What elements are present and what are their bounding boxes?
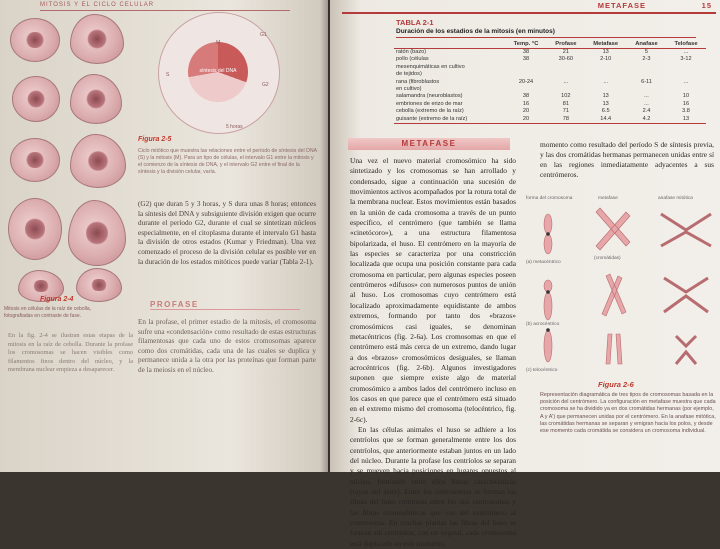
table-cell: ... <box>603 78 609 85</box>
metafase-body-column <box>350 156 516 549</box>
table-cell: 4.2 <box>627 116 666 124</box>
table-column-header: Temp. °C <box>505 40 547 49</box>
table-cell <box>547 64 584 71</box>
table-cell <box>627 64 666 71</box>
figure-2-5-caption: Ciclo mitótico que muestra las relaciones entre el período de síntesis del DNA (S) y la mitosis (M). Para un tipo de células, el intervalo G1 entre la mitosis y el comienzo de la síntesis de DNA, y el intervalo G2 entre el final de la síntesis y la división celular, varía. <box>138 148 317 175</box>
diagram-row-label-a: (a) metacéntrico <box>526 260 561 265</box>
table-cell <box>666 86 706 93</box>
chromosome-drawings <box>526 196 716 378</box>
anaphase-b <box>664 278 708 312</box>
mitosis-duration-table <box>394 40 706 124</box>
running-head: MITOSIS Y EL CICLO CELULAR <box>40 0 290 11</box>
cycle-label-g1: G1 <box>260 32 267 38</box>
table-cell: 81 <box>562 100 569 107</box>
anaphase-c <box>676 336 696 364</box>
cell-image <box>10 18 60 62</box>
table-cell: 16 <box>522 100 530 107</box>
table-cell: 10 <box>682 93 690 100</box>
table-row <box>394 71 706 78</box>
table-cell: 2-10 <box>600 56 612 63</box>
table-cell: ... <box>644 100 649 107</box>
figure-2-5-label: Figura 2-5 <box>138 136 172 143</box>
cell-cycle-diagram <box>136 12 286 140</box>
table-cell: 6-11 <box>641 78 652 85</box>
cell-image <box>70 134 126 188</box>
table-cell: 20-24 <box>518 78 534 85</box>
table-cell <box>505 86 547 93</box>
running-header <box>342 0 716 14</box>
table-cell: ... <box>563 78 569 85</box>
table-row-label: cebolla (extremo de la raíz) <box>396 108 464 115</box>
metafase-paragraph-2: En las células animales el huso se adhiere a los centríolos que se forman generalmente entre los dos centríolos, que anteriormente estaban juntos en un lado del núcleo. Durante la profase los centríolos se separan y se mueven hacia posiciones en lugares opuestos al núcleo, formando entre ellos líneas características (rayos del áster). Entre los centrosomas se forman las fibras del huso continuas entre los dos centrosomas y las fibras cromosómicas que van del centrómero al centrosoma. En muchas plantas las fibras del huso se forman sin centríolos; con un vegetal, cada cromosoma está duplicado en este momento. <box>350 424 516 548</box>
cycle-label-inner: síntesis del DNA <box>199 68 237 74</box>
table-row-label: ratón (bazo) <box>396 49 427 55</box>
table-cell: 78 <box>547 116 584 124</box>
cell-image <box>76 268 122 302</box>
table-cell <box>547 71 584 78</box>
table-cell: 38 <box>522 49 530 55</box>
section-heading-profase: PROFASE <box>150 300 300 310</box>
table-row-label: rana (fibroblastos <box>396 78 440 85</box>
table-cell <box>505 71 547 78</box>
cell-image <box>70 14 124 64</box>
table-cell <box>627 71 666 78</box>
chromosome-metacentric <box>544 214 552 234</box>
table-column-header: Profase <box>547 40 584 49</box>
table-cell: ... <box>683 78 689 85</box>
table-row-label: de tejidos) <box>396 71 422 78</box>
table-row-label: embriones de erizo de mar <box>396 100 463 107</box>
table-cell: 38 <box>522 56 530 63</box>
table-cell: 2.4 <box>642 108 651 115</box>
table-row-label: mesenquimáticas en cultivo <box>396 63 465 70</box>
page-number: 15 <box>701 1 712 10</box>
cycle-label-g2: G2 <box>262 82 269 88</box>
table-row-label: salamandra (neuroblastos) <box>396 93 463 100</box>
table-row <box>394 101 706 108</box>
table-cell: 14.4 <box>584 116 626 124</box>
table-row <box>394 79 706 86</box>
table-column-header: Anafase <box>627 40 666 49</box>
table-cell <box>584 86 626 93</box>
table-row-label: guisante (extremo de la raíz) <box>394 116 505 124</box>
diagram-col-label-shape: forma del cromosoma <box>526 196 573 201</box>
table-cell: 20 <box>522 108 530 115</box>
table-cell: 2-3 <box>642 56 651 63</box>
table-cell: 30-60 <box>558 56 573 63</box>
table-cell <box>584 64 626 71</box>
figure-2-6-caption: Representación diagramática de tres tipos de cromosomas basada en la posición del centrómero. La configuración en metafase muestra que cada cromosoma se ha dividido ya en dos cromátidas hermanas (por ejemplo, A y A') que permanecen unidas por el centrómero. En la anafase mitótica, las cromátidas hermanas se separan y emigran hacia los polos, y desde ese momento cada cromátida se considera un cromosoma individual. <box>540 392 716 435</box>
table-subtitle: Duración de los estadios de la mitosis (en minutos) <box>396 28 696 38</box>
right-column-text: momento como resultado del período S de síntesis previa, y las dos cromátidas hermanas permanecen unidas entre sí en las regiones inmediatamente adyacentes a sus centrómeros. <box>540 140 714 179</box>
table-column-header <box>394 40 505 49</box>
table-column-header: Metafase <box>584 40 626 49</box>
centromere-dot <box>546 232 550 236</box>
table-cell: 13 <box>602 49 609 55</box>
table-cell: 20 <box>505 116 547 124</box>
table-title: TABLA 2-1 <box>396 18 434 27</box>
table-cell <box>584 71 626 78</box>
table-cell <box>505 64 547 71</box>
figure-label-left: Figura 2-4 <box>40 296 74 303</box>
diagram-row-label-b: (b) acrocéntrico <box>526 322 560 327</box>
table-row <box>394 49 706 57</box>
table-row <box>394 86 706 93</box>
caption-left: Mitosis en células de la raíz de cebolla, fotografiadas en contraste de fase. <box>4 306 91 319</box>
chromosome-telocentric <box>544 330 552 362</box>
diagram-col-label-metaphase: metafase <box>598 196 618 201</box>
table-column-header: Telofase <box>666 40 706 49</box>
chromatids-metaphase-c <box>606 334 622 364</box>
table-cell: ... <box>683 49 689 55</box>
cell-image <box>12 76 60 122</box>
table-cell: 16 <box>682 100 690 107</box>
chromatids-metaphase-a <box>596 208 630 250</box>
table-cell <box>666 71 706 78</box>
table-cell: 5 <box>644 49 649 55</box>
table-cell: 3-12 <box>680 56 692 63</box>
cell-image <box>8 198 62 260</box>
figure-2-6-label: Figura 2-6 <box>598 380 634 389</box>
diagram-row-label-c: (c) telocéntrico <box>526 368 558 373</box>
table-cell: 38 <box>522 93 530 100</box>
table-row <box>394 64 706 71</box>
cycle-label-hours: 5 horas <box>226 124 243 130</box>
table-cell: ... <box>644 93 649 100</box>
table-row <box>394 116 706 124</box>
left-body-text-2: En la profase, el primer estadio de la mitosis, el cromosoma sufre una «condensación» como resultado de estas estructuras filamentosas que cada uno de estos cromosomas aparece como dos cromátidas, cada una de las cuales se duplica y permanece unida a la otra por las proteínas que forman parte de la meiosis en el núcleo. <box>138 318 316 374</box>
table-cell: 13 <box>602 93 609 100</box>
chromatids-metaphase-b <box>602 274 626 316</box>
diagram-col-label-anaphase: anafase mitótica <box>658 196 693 201</box>
table-cell: 13 <box>602 100 609 107</box>
table-header-row <box>394 40 706 49</box>
chromosome-types-diagram <box>526 196 716 378</box>
chromosome-metacentric <box>544 234 552 254</box>
metafase-paragraph-1: Una vez el nuevo material cromosómico ha sido sintetizado y los cromosomas se han arrollado y condensado, sigue a continuación una sucesión de movimientos activos acompañados por la rotura total de la membrana nuclear. Estos movimientos están basados en la unión de cada cromosoma a través de un punto específico, el centrómero (que también se llama «cinetócoro»), a una estructura filamentosa bipolarizada, el huso. El centrómero en la mayoría de las especies se caracteriza por una constricción localizada que ocupa una posición constante para cada cromosoma en particular, pero algunas especies poseen centrómeros «difusos» con numerosos puntos de unión al huso. Los cromosomas cuyo centrómero está localizado aproximadamente equidistante de ambos extremos, formando por tanto dos «brazos» cromosómicos casi iguales, se denominan metacéntricos (fig. 2-6a). Los cromosomas en que el centrómero está más cerca de un extremo, dando lugar a dos «brazos» cromosómicos desiguales, se llaman acrocéntricos (fig. 2-6b). Algunos investigadores suponen que siempre existe algo de material cromosómico a ambos lados del centrómero incluso en los casos en que parece que el centrómero está situado en el extremo mismo del cromosoma (telocéntrico, fig. 2-6c). <box>350 156 516 424</box>
table-cell: 71 <box>562 108 569 115</box>
chromosome-acrocentric <box>544 292 552 320</box>
table-cell <box>666 64 706 71</box>
table-cell: 21 <box>562 49 569 55</box>
cell-image <box>70 74 122 124</box>
table-row-label: en cultivo) <box>396 86 422 93</box>
header-title: METAFASE <box>597 1 646 10</box>
left-page <box>0 0 328 472</box>
table-cell: 6.5 <box>601 108 610 115</box>
table-row <box>394 108 706 115</box>
diagram-note: (cromátidas) <box>594 256 621 261</box>
table-cell <box>547 86 584 93</box>
table-cell: 3.8 <box>682 108 690 115</box>
table-row <box>394 56 706 63</box>
anaphase-a <box>661 214 711 246</box>
left-body-text: (G2) que duran 5 y 3 horas, y S dura unas 8 horas; entonces la síntesis del DNA y subsiguiente división exigen que ocurre durante el período G2, durante el cual se sintetizan núcleos especialmente, en el citoplasma durante el intervalo G1 hasta la división de otros estados (Kumar y Friedman). Una vez comenzado el proceso de la división celular es posible ver en la duración de los estados mitóticos puede variar (Tabla 2-1). <box>138 200 316 266</box>
cycle-label-s: S <box>166 72 170 78</box>
table-row-label: pollo (células <box>396 56 429 63</box>
table-cell: 102 <box>561 93 571 100</box>
section-heading-metafase: METAFASE <box>348 138 510 150</box>
centromere-dot <box>546 328 550 332</box>
left-body-text-3: En la fig. 2-4 se ilustran estas etapas de la mitosis en la raíz de cebolla. Durante la profase los cromosomas se hacen visibles como filamentos finos dentro del núcleo, y la membrana nuclear empieza a desaparecer. <box>8 332 133 374</box>
centromere-dot <box>546 290 550 294</box>
cell-image <box>68 200 126 266</box>
cell-image <box>10 138 60 182</box>
table-row <box>394 93 706 100</box>
right-page <box>330 0 720 548</box>
cycle-label-m: M <box>216 40 221 46</box>
table-cell: 13 <box>666 116 706 124</box>
table-cell <box>627 86 666 93</box>
